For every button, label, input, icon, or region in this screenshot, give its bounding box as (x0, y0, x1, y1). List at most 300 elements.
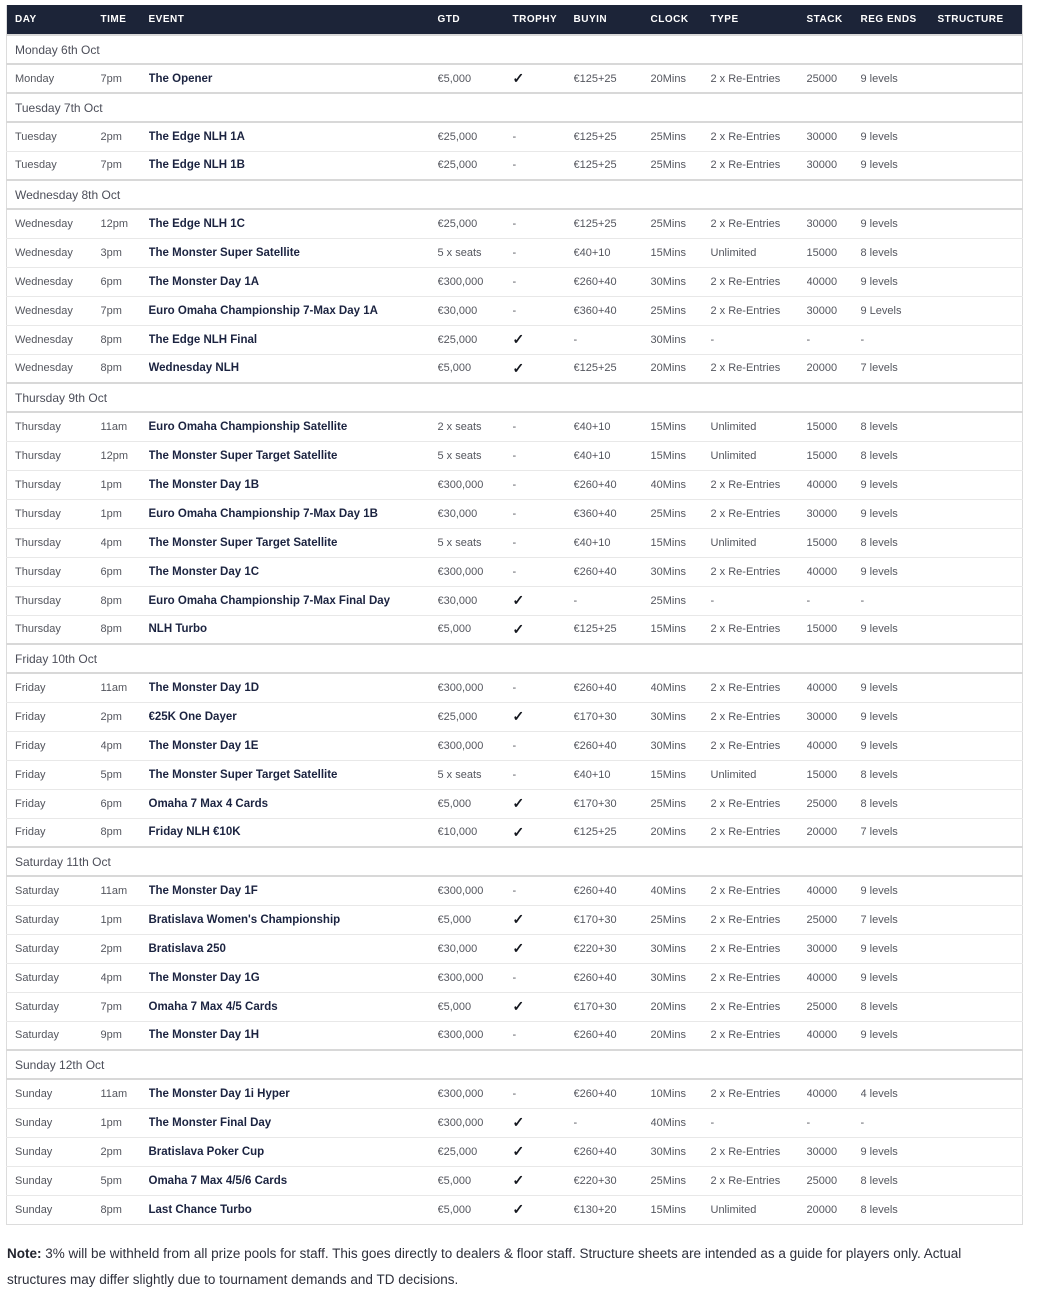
day-cell: Sunday (7, 1137, 101, 1166)
buyin-cell: €360+40 (574, 499, 651, 528)
gtd-cell: €5,000 (438, 992, 513, 1021)
structure-cell (938, 760, 1023, 789)
event-cell: The Edge NLH 1C (149, 209, 438, 238)
stack-cell: 40000 (807, 557, 861, 586)
stack-cell: 30000 (807, 209, 861, 238)
no-trophy-dash: - (512, 739, 517, 752)
gtd-cell: €25,000 (438, 325, 513, 354)
time-cell: 8pm (101, 615, 149, 644)
time-cell: 4pm (101, 963, 149, 992)
buyin-cell: €220+30 (574, 1166, 651, 1195)
table-row (7, 209, 1023, 238)
buyin-cell: €260+40 (574, 673, 651, 702)
trophy-cell (513, 586, 574, 615)
type-cell: 2 x Re-Entries (711, 1137, 807, 1166)
time-cell: 11am (101, 876, 149, 905)
table-row (7, 586, 1023, 615)
no-trophy-dash: - (512, 1087, 517, 1100)
table-header-row (7, 5, 1023, 35)
structure-cell (938, 876, 1023, 905)
reg_ends-cell: - (861, 586, 938, 615)
trophy-cell (513, 1166, 574, 1195)
buyin-cell: €125+25 (574, 64, 651, 93)
trophy-check-icon: ✓ (512, 359, 525, 376)
type-cell: 2 x Re-Entries (711, 122, 807, 151)
event-cell: Omaha 7 Max 4/5/6 Cards (149, 1166, 438, 1195)
day-cell: Saturday (7, 963, 101, 992)
no-trophy-dash: - (512, 275, 517, 288)
clock-cell: 15Mins (651, 528, 711, 557)
type-cell: - (711, 1108, 807, 1137)
structure-cell (938, 441, 1023, 470)
event-cell: Euro Omaha Championship Satellite (149, 412, 438, 441)
day-cell: Thursday (7, 499, 101, 528)
table-header (7, 5, 1023, 35)
reg_ends-cell: 9 levels (861, 557, 938, 586)
stack-cell: 30000 (807, 702, 861, 731)
section-date-row (7, 35, 1023, 64)
clock-cell: 40Mins (651, 1108, 711, 1137)
clock-cell: 20Mins (651, 818, 711, 847)
no-trophy-dash: - (512, 420, 517, 433)
structure-cell (938, 325, 1023, 354)
table-row (7, 731, 1023, 760)
reg_ends-cell: 8 levels (861, 1195, 938, 1224)
time-cell: 8pm (101, 818, 149, 847)
reg_ends-cell: 8 levels (861, 238, 938, 267)
day-cell: Saturday (7, 905, 101, 934)
day-cell: Wednesday (7, 296, 101, 325)
event-cell: Omaha 7 Max 4/5 Cards (149, 992, 438, 1021)
event-cell: The Monster Day 1A (149, 267, 438, 296)
buyin-cell: €260+40 (574, 470, 651, 499)
gtd-cell: €5,000 (438, 1195, 513, 1224)
trophy-cell (513, 934, 574, 963)
structure-cell (938, 209, 1023, 238)
buyin-cell: €40+10 (574, 441, 651, 470)
buyin-cell: €260+40 (574, 1021, 651, 1050)
buyin-cell: €170+30 (574, 789, 651, 818)
structure-cell (938, 934, 1023, 963)
buyin-cell: €260+40 (574, 963, 651, 992)
stack-cell: 40000 (807, 963, 861, 992)
time-cell: 11am (101, 1079, 149, 1108)
gtd-cell: 5 x seats (438, 760, 513, 789)
no-trophy-dash: - (512, 217, 517, 230)
type-cell: 2 x Re-Entries (711, 789, 807, 818)
structure-cell (938, 1195, 1023, 1224)
table-row (7, 64, 1023, 93)
clock-cell: 25Mins (651, 905, 711, 934)
event-cell: Bratislava 250 (149, 934, 438, 963)
event-cell: Friday NLH €10K (149, 818, 438, 847)
stack-cell: 15000 (807, 238, 861, 267)
no-trophy-dash: - (512, 159, 517, 172)
type-cell: 2 x Re-Entries (711, 934, 807, 963)
structure-cell (938, 1137, 1023, 1166)
day-cell: Friday (7, 702, 101, 731)
structure-cell (938, 673, 1023, 702)
reg_ends-cell: 8 levels (861, 412, 938, 441)
trophy-check-icon: ✓ (512, 998, 525, 1014)
buyin-cell: €260+40 (574, 557, 651, 586)
type-cell: 2 x Re-Entries (711, 151, 807, 180)
buyin-cell: €40+10 (574, 760, 651, 789)
reg_ends-cell: 9 levels (861, 934, 938, 963)
event-cell: The Monster Final Day (149, 1108, 438, 1137)
stack-cell: 15000 (807, 441, 861, 470)
time-cell: 2pm (101, 934, 149, 963)
reg_ends-cell: 9 levels (861, 64, 938, 93)
reg_ends-cell: 9 levels (861, 963, 938, 992)
no-trophy-dash: - (512, 304, 517, 317)
trophy-check-icon: ✓ (512, 70, 525, 86)
reg_ends-cell: 4 levels (861, 1079, 938, 1108)
buyin-cell: €360+40 (574, 296, 651, 325)
clock-cell: 30Mins (651, 934, 711, 963)
clock-cell: 15Mins (651, 441, 711, 470)
clock-cell: 25Mins (651, 122, 711, 151)
trophy-check-icon: ✓ (512, 795, 525, 811)
gtd-cell: 2 x seats (438, 412, 513, 441)
type-cell: Unlimited (711, 238, 807, 267)
event-cell: Bratislava Poker Cup (149, 1137, 438, 1166)
column-header-time: TIME (100, 14, 127, 25)
day-cell: Tuesday (7, 122, 101, 151)
trophy-check-icon: ✓ (512, 911, 525, 927)
time-cell: 7pm (101, 296, 149, 325)
table-row (7, 702, 1023, 731)
reg_ends-cell: 9 levels (861, 1021, 938, 1050)
reg_ends-cell: 9 levels (861, 702, 938, 731)
structure-cell (938, 586, 1023, 615)
time-cell: 3pm (101, 238, 149, 267)
type-cell: 2 x Re-Entries (711, 963, 807, 992)
no-trophy-dash: - (512, 971, 517, 984)
type-cell: 2 x Re-Entries (711, 296, 807, 325)
event-cell: Bratislava Women's Championship (149, 905, 438, 934)
event-cell: The Monster Super Target Satellite (149, 441, 438, 470)
reg_ends-cell: 8 levels (861, 992, 938, 1021)
section-date-row (7, 383, 1023, 412)
stack-cell: 40000 (807, 470, 861, 499)
table-row (7, 557, 1023, 586)
stack-cell: 15000 (807, 615, 861, 644)
structure-cell (938, 818, 1023, 847)
table-row (7, 412, 1023, 441)
trophy-cell (513, 1079, 574, 1108)
trophy-cell (513, 992, 574, 1021)
gtd-cell: €5,000 (438, 789, 513, 818)
reg_ends-cell: 9 levels (861, 267, 938, 296)
table-row (7, 441, 1023, 470)
table-row (7, 267, 1023, 296)
column-header-day: DAY (15, 14, 37, 25)
clock-cell: 30Mins (651, 702, 711, 731)
structure-cell (938, 354, 1023, 383)
reg_ends-cell: 9 levels (861, 499, 938, 528)
type-cell: Unlimited (711, 441, 807, 470)
buyin-cell: €125+25 (574, 354, 651, 383)
table-row (7, 963, 1023, 992)
no-trophy-dash: - (512, 449, 517, 462)
buyin-cell: €260+40 (574, 876, 651, 905)
gtd-cell: €300,000 (438, 1021, 513, 1050)
trophy-cell (513, 354, 574, 383)
day-cell: Saturday (7, 1021, 101, 1050)
column-header-structure: STRUCTURE (937, 14, 1004, 25)
section-date-label: Sunday 12th Oct (7, 1050, 1023, 1079)
event-cell: €25K One Dayer (149, 702, 438, 731)
time-cell: 11am (101, 673, 149, 702)
buyin-cell: €260+40 (574, 1137, 651, 1166)
stack-cell: 40000 (807, 1079, 861, 1108)
buyin-cell: €40+10 (574, 238, 651, 267)
section-date-row (7, 180, 1023, 209)
clock-cell: 25Mins (651, 586, 711, 615)
structure-cell (938, 905, 1023, 934)
trophy-cell (513, 528, 574, 557)
section-date-row (7, 644, 1023, 673)
table-row (7, 760, 1023, 789)
trophy-cell (513, 499, 574, 528)
table-row (7, 1195, 1023, 1224)
stack-cell: 20000 (807, 354, 861, 383)
clock-cell: 25Mins (651, 296, 711, 325)
table-row (7, 1137, 1023, 1166)
type-cell: 2 x Re-Entries (711, 992, 807, 1021)
no-trophy-dash: - (512, 246, 517, 259)
reg_ends-cell: - (861, 1108, 938, 1137)
stack-cell: - (807, 325, 861, 354)
event-cell: Euro Omaha Championship 7-Max Day 1A (149, 296, 438, 325)
type-cell: - (711, 325, 807, 354)
column-header-stack: STACK (806, 14, 843, 25)
clock-cell: 25Mins (651, 151, 711, 180)
gtd-cell: €30,000 (438, 296, 513, 325)
type-cell: 2 x Re-Entries (711, 731, 807, 760)
table-row (7, 673, 1023, 702)
trophy-check-icon: ✓ (512, 1201, 525, 1217)
day-cell: Wednesday (7, 354, 101, 383)
table-row (7, 238, 1023, 267)
section-date-label: Wednesday 8th Oct (7, 180, 1023, 209)
stack-cell: 20000 (807, 818, 861, 847)
day-cell: Wednesday (7, 238, 101, 267)
reg_ends-cell: 7 levels (861, 818, 938, 847)
type-cell: Unlimited (711, 1195, 807, 1224)
gtd-cell: €300,000 (438, 267, 513, 296)
column-header-clock: CLOCK (650, 14, 689, 25)
buyin-cell: €130+20 (574, 1195, 651, 1224)
reg_ends-cell: 9 levels (861, 1137, 938, 1166)
type-cell: 2 x Re-Entries (711, 1166, 807, 1195)
stack-cell: 25000 (807, 1166, 861, 1195)
column-header-type: TYPE (710, 14, 739, 25)
event-cell: The Monster Super Target Satellite (149, 528, 438, 557)
type-cell: Unlimited (711, 760, 807, 789)
clock-cell: 25Mins (651, 1166, 711, 1195)
stack-cell: 40000 (807, 1021, 861, 1050)
time-cell: 12pm (101, 209, 149, 238)
time-cell: 6pm (101, 789, 149, 818)
stack-cell: 30000 (807, 151, 861, 180)
trophy-cell (513, 238, 574, 267)
buyin-cell: €260+40 (574, 1079, 651, 1108)
day-cell: Friday (7, 760, 101, 789)
stack-cell: 15000 (807, 528, 861, 557)
type-cell: 2 x Re-Entries (711, 267, 807, 296)
no-trophy-dash: - (512, 1029, 517, 1042)
clock-cell: 15Mins (651, 760, 711, 789)
time-cell: 8pm (101, 354, 149, 383)
table-body (7, 35, 1023, 1224)
day-cell: Thursday (7, 586, 101, 615)
day-cell: Wednesday (7, 325, 101, 354)
day-cell: Wednesday (7, 209, 101, 238)
trophy-cell (513, 673, 574, 702)
stack-cell: 30000 (807, 499, 861, 528)
structure-cell (938, 267, 1023, 296)
clock-cell: 40Mins (651, 673, 711, 702)
buyin-cell: €220+30 (574, 934, 651, 963)
day-cell: Friday (7, 789, 101, 818)
clock-cell: 30Mins (651, 267, 711, 296)
reg_ends-cell: 8 levels (861, 789, 938, 818)
stack-cell: 25000 (807, 905, 861, 934)
reg_ends-cell: 9 Levels (861, 296, 938, 325)
day-cell: Thursday (7, 528, 101, 557)
trophy-cell (513, 470, 574, 499)
day-cell: Wednesday (7, 267, 101, 296)
gtd-cell: €300,000 (438, 470, 513, 499)
reg_ends-cell: 9 levels (861, 731, 938, 760)
table-row (7, 1108, 1023, 1137)
buyin-cell: €125+25 (574, 209, 651, 238)
clock-cell: 15Mins (651, 238, 711, 267)
day-cell: Saturday (7, 992, 101, 1021)
reg_ends-cell: 9 levels (861, 209, 938, 238)
stack-cell: 20000 (807, 1195, 861, 1224)
trophy-cell (513, 1137, 574, 1166)
trophy-cell (513, 905, 574, 934)
structure-cell (938, 151, 1023, 180)
trophy-cell (513, 963, 574, 992)
trophy-cell (513, 557, 574, 586)
type-cell: 2 x Re-Entries (711, 1079, 807, 1108)
event-cell: The Monster Day 1F (149, 876, 438, 905)
clock-cell: 40Mins (651, 470, 711, 499)
trophy-check-icon: ✓ (512, 592, 525, 608)
structure-cell (938, 702, 1023, 731)
gtd-cell: €30,000 (438, 934, 513, 963)
trophy-check-icon: ✓ (512, 1114, 525, 1130)
section-date-row (7, 93, 1023, 122)
stack-cell: 40000 (807, 876, 861, 905)
trophy-cell (513, 1195, 574, 1224)
section-date-label: Monday 6th Oct (7, 35, 1023, 64)
gtd-cell: €5,000 (438, 354, 513, 383)
type-cell: - (711, 586, 807, 615)
clock-cell: 30Mins (651, 325, 711, 354)
structure-cell (938, 122, 1023, 151)
trophy-check-icon: ✓ (512, 708, 525, 724)
structure-cell (938, 1166, 1023, 1195)
buyin-cell: €125+25 (574, 122, 651, 151)
structure-cell (938, 238, 1023, 267)
clock-cell: 15Mins (651, 1195, 711, 1224)
gtd-cell: €300,000 (438, 876, 513, 905)
buyin-cell: €170+30 (574, 992, 651, 1021)
stack-cell: - (807, 1108, 861, 1137)
reg_ends-cell: 8 levels (861, 441, 938, 470)
gtd-cell: €5,000 (438, 1166, 513, 1195)
gtd-cell: €300,000 (438, 731, 513, 760)
table-row (7, 876, 1023, 905)
trophy-cell (513, 731, 574, 760)
type-cell: Unlimited (711, 412, 807, 441)
clock-cell: 30Mins (651, 963, 711, 992)
type-cell: 2 x Re-Entries (711, 905, 807, 934)
table-row (7, 905, 1023, 934)
event-cell: Last Chance Turbo (149, 1195, 438, 1224)
time-cell: 1pm (101, 470, 149, 499)
reg_ends-cell: 9 levels (861, 673, 938, 702)
reg_ends-cell: 9 levels (861, 122, 938, 151)
no-trophy-dash: - (512, 884, 517, 897)
column-header-buyin: BUYIN (573, 14, 608, 25)
gtd-cell: €5,000 (438, 64, 513, 93)
day-cell: Tuesday (7, 151, 101, 180)
trophy-cell (513, 1108, 574, 1137)
stack-cell: 25000 (807, 992, 861, 1021)
stack-cell: 25000 (807, 789, 861, 818)
gtd-cell: €5,000 (438, 905, 513, 934)
reg_ends-cell: 9 levels (861, 876, 938, 905)
table-row (7, 934, 1023, 963)
clock-cell: 30Mins (651, 557, 711, 586)
gtd-cell: €25,000 (438, 702, 513, 731)
gtd-cell: €25,000 (438, 151, 513, 180)
structure-cell (938, 64, 1023, 93)
trophy-cell (513, 412, 574, 441)
time-cell: 8pm (101, 1195, 149, 1224)
event-cell: The Edge NLH 1A (149, 122, 438, 151)
no-trophy-dash: - (512, 536, 517, 549)
clock-cell: 25Mins (651, 789, 711, 818)
trophy-cell (513, 1021, 574, 1050)
day-cell: Saturday (7, 876, 101, 905)
time-cell: 8pm (101, 325, 149, 354)
gtd-cell: €300,000 (438, 673, 513, 702)
day-cell: Saturday (7, 934, 101, 963)
trophy-check-icon: ✓ (512, 1172, 525, 1188)
buyin-cell: €170+30 (574, 905, 651, 934)
trophy-cell (513, 760, 574, 789)
structure-cell (938, 615, 1023, 644)
trophy-cell (513, 702, 574, 731)
table-row (7, 789, 1023, 818)
time-cell: 6pm (101, 557, 149, 586)
reg_ends-cell: 7 levels (861, 354, 938, 383)
time-cell: 4pm (101, 731, 149, 760)
table-row (7, 499, 1023, 528)
clock-cell: 30Mins (651, 731, 711, 760)
gtd-cell: 5 x seats (438, 528, 513, 557)
event-cell: The Monster Day 1G (149, 963, 438, 992)
buyin-cell: - (574, 586, 651, 615)
clock-cell: 15Mins (651, 412, 711, 441)
